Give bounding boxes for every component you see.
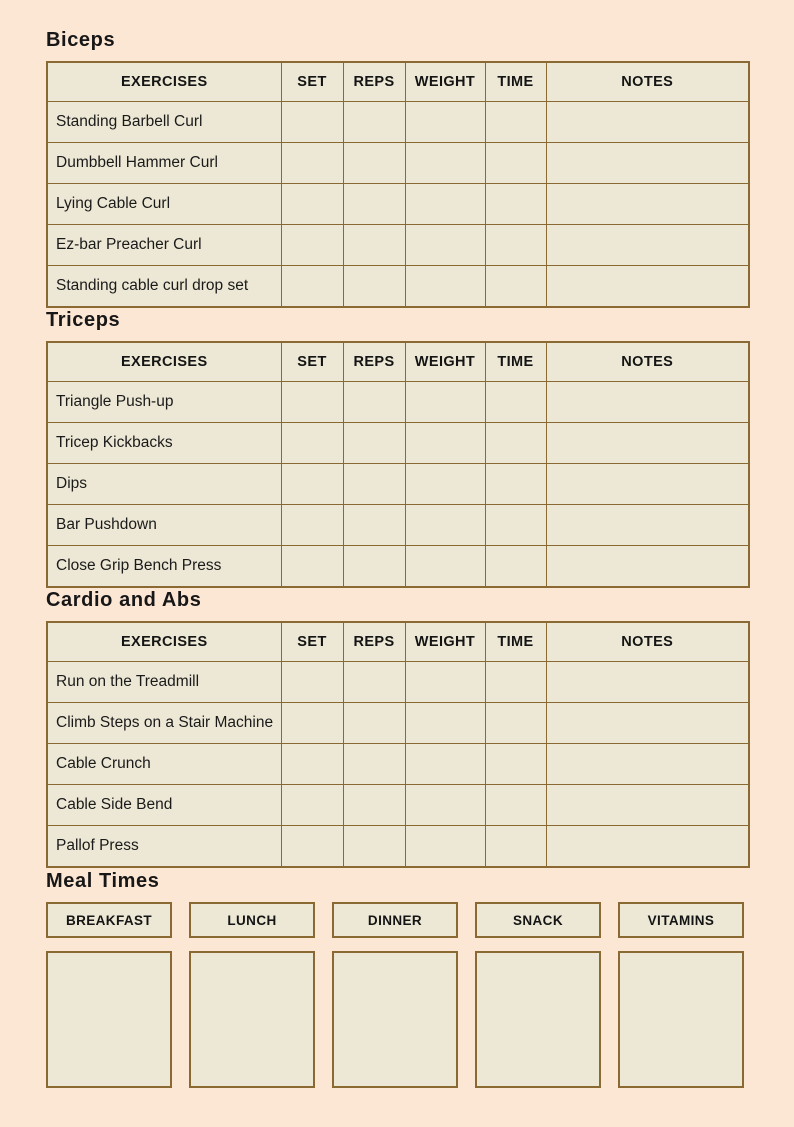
set-input-cell[interactable] xyxy=(281,703,343,744)
column-header-exercises: EXERCISES xyxy=(47,62,281,102)
set-input-cell[interactable] xyxy=(281,505,343,546)
table-row xyxy=(47,662,749,703)
reps-input-cell[interactable] xyxy=(343,423,405,464)
notes-input-cell[interactable] xyxy=(546,382,749,423)
exercise-name: Lying Cable Curl xyxy=(47,184,281,225)
weight-input-cell[interactable] xyxy=(405,505,485,546)
reps-input-cell[interactable] xyxy=(343,102,405,143)
set-input-cell[interactable] xyxy=(281,102,343,143)
column-header-weight: WEIGHT xyxy=(405,62,485,102)
weight-input-cell[interactable] xyxy=(405,184,485,225)
reps-input-cell[interactable] xyxy=(343,143,405,184)
set-input-cell[interactable] xyxy=(281,785,343,826)
set-input-cell[interactable] xyxy=(281,744,343,785)
column-header-weight: WEIGHT xyxy=(405,622,485,662)
reps-input-cell[interactable] xyxy=(343,744,405,785)
table-row xyxy=(47,505,749,546)
notes-input-cell[interactable] xyxy=(546,744,749,785)
set-input-cell[interactable] xyxy=(281,826,343,868)
notes-input-cell[interactable] xyxy=(546,546,749,588)
reps-input-cell[interactable] xyxy=(343,546,405,588)
time-input-cell[interactable] xyxy=(485,744,546,785)
column-header-set: SET xyxy=(281,62,343,102)
set-input-cell[interactable] xyxy=(281,546,343,588)
meal-label-dinner: DINNER xyxy=(332,902,458,938)
meal-column-breakfast xyxy=(46,902,172,1088)
section-heading-biceps: Biceps xyxy=(46,29,116,51)
weight-input-cell[interactable] xyxy=(405,266,485,308)
column-header-reps: REPS xyxy=(343,622,405,662)
exercise-name: Cable Side Bend xyxy=(47,785,281,826)
time-input-cell[interactable] xyxy=(485,703,546,744)
notes-input-cell[interactable] xyxy=(546,143,749,184)
meal-label-lunch: LUNCH xyxy=(189,902,315,938)
notes-input-cell[interactable] xyxy=(546,703,749,744)
meal-column-snack xyxy=(475,902,601,1088)
weight-input-cell[interactable] xyxy=(405,744,485,785)
column-header-time: TIME xyxy=(485,622,546,662)
column-header-weight: WEIGHT xyxy=(405,342,485,382)
notes-input-cell[interactable] xyxy=(546,102,749,143)
time-input-cell[interactable] xyxy=(485,505,546,546)
exercise-name: Dumbbell Hammer Curl xyxy=(47,143,281,184)
weight-input-cell[interactable] xyxy=(405,102,485,143)
meal-entry-box-lunch[interactable] xyxy=(189,951,315,1088)
reps-input-cell[interactable] xyxy=(343,826,405,868)
meal-label-vitamins: VITAMINS xyxy=(618,902,744,938)
time-input-cell[interactable] xyxy=(485,382,546,423)
reps-input-cell[interactable] xyxy=(343,662,405,703)
reps-input-cell[interactable] xyxy=(343,703,405,744)
meal-column-lunch xyxy=(189,902,315,1088)
table-row xyxy=(47,826,749,868)
table-row xyxy=(47,785,749,826)
meal-label-snack: SNACK xyxy=(475,902,601,938)
weight-input-cell[interactable] xyxy=(405,464,485,505)
column-header-reps: REPS xyxy=(343,62,405,102)
table-header-row xyxy=(47,62,749,102)
table-row xyxy=(47,546,749,588)
time-input-cell[interactable] xyxy=(485,826,546,868)
table-header-row xyxy=(47,342,749,382)
exercise-name: Dips xyxy=(47,464,281,505)
notes-input-cell[interactable] xyxy=(546,826,749,868)
exercise-name: Standing Barbell Curl xyxy=(47,102,281,143)
section-biceps xyxy=(46,30,750,308)
section-heading-meal-times: Meal Times xyxy=(46,870,160,892)
notes-input-cell[interactable] xyxy=(546,662,749,703)
table-row xyxy=(47,102,749,143)
column-header-set: SET xyxy=(281,342,343,382)
time-input-cell[interactable] xyxy=(485,266,546,308)
meal-entry-box-snack[interactable] xyxy=(475,951,601,1088)
time-input-cell[interactable] xyxy=(485,225,546,266)
weight-input-cell[interactable] xyxy=(405,826,485,868)
table-wrap-biceps xyxy=(46,61,750,308)
notes-input-cell[interactable] xyxy=(546,423,749,464)
exercise-name: Pallof Press xyxy=(47,826,281,868)
column-header-exercises: EXERCISES xyxy=(47,622,281,662)
weight-input-cell[interactable] xyxy=(405,546,485,588)
exercise-name: Climb Steps on a Stair Machine xyxy=(47,703,281,744)
exercise-name: Bar Pushdown xyxy=(47,505,281,546)
exercise-name: Triangle Push-up xyxy=(47,382,281,423)
reps-input-cell[interactable] xyxy=(343,266,405,308)
table-row xyxy=(47,744,749,785)
set-input-cell[interactable] xyxy=(281,382,343,423)
section-cardio-and-abs xyxy=(46,590,750,868)
column-header-reps: REPS xyxy=(343,342,405,382)
notes-input-cell[interactable] xyxy=(546,184,749,225)
column-header-set: SET xyxy=(281,622,343,662)
set-input-cell[interactable] xyxy=(281,423,343,464)
exercise-table-triceps xyxy=(46,341,750,588)
weight-input-cell[interactable] xyxy=(405,785,485,826)
exercise-name: Close Grip Bench Press xyxy=(47,546,281,588)
exercise-table-biceps xyxy=(46,61,750,308)
meal-entry-box-dinner[interactable] xyxy=(332,951,458,1088)
reps-input-cell[interactable] xyxy=(343,785,405,826)
weight-input-cell[interactable] xyxy=(405,662,485,703)
time-input-cell[interactable] xyxy=(485,184,546,225)
reps-input-cell[interactable] xyxy=(343,464,405,505)
section-meal-times xyxy=(46,871,748,1088)
notes-input-cell[interactable] xyxy=(546,464,749,505)
time-input-cell[interactable] xyxy=(485,546,546,588)
meal-label-breakfast: BREAKFAST xyxy=(46,902,172,938)
exercise-name: Tricep Kickbacks xyxy=(47,423,281,464)
exercise-name: Cable Crunch xyxy=(47,744,281,785)
notes-input-cell[interactable] xyxy=(546,225,749,266)
notes-input-cell[interactable] xyxy=(546,505,749,546)
exercise-name: Standing cable curl drop set xyxy=(47,266,281,308)
weight-input-cell[interactable] xyxy=(405,143,485,184)
table-row xyxy=(47,184,749,225)
time-input-cell[interactable] xyxy=(485,785,546,826)
reps-input-cell[interactable] xyxy=(343,382,405,423)
notes-input-cell[interactable] xyxy=(546,785,749,826)
set-input-cell[interactable] xyxy=(281,143,343,184)
meal-times-row xyxy=(46,902,748,1088)
table-row xyxy=(47,225,749,266)
column-header-notes: NOTES xyxy=(546,342,749,382)
set-input-cell[interactable] xyxy=(281,662,343,703)
table-row xyxy=(47,423,749,464)
reps-input-cell[interactable] xyxy=(343,184,405,225)
table-header-row xyxy=(47,622,749,662)
set-input-cell[interactable] xyxy=(281,184,343,225)
weight-input-cell[interactable] xyxy=(405,703,485,744)
meal-column-vitamins xyxy=(618,902,744,1088)
table-wrap-cardio-and-abs xyxy=(46,621,750,868)
exercise-table-cardio-and-abs xyxy=(46,621,750,868)
column-header-notes: NOTES xyxy=(546,622,749,662)
set-input-cell[interactable] xyxy=(281,464,343,505)
exercise-name: Run on the Treadmill xyxy=(47,662,281,703)
table-row xyxy=(47,143,749,184)
set-input-cell[interactable] xyxy=(281,266,343,308)
time-input-cell[interactable] xyxy=(485,102,546,143)
meal-column-dinner xyxy=(332,902,458,1088)
column-header-exercises: EXERCISES xyxy=(47,342,281,382)
meal-entry-box-vitamins[interactable] xyxy=(618,951,744,1088)
table-row xyxy=(47,703,749,744)
section-heading-cardio-and-abs: Cardio and Abs xyxy=(46,589,202,611)
section-triceps xyxy=(46,310,750,588)
weight-input-cell[interactable] xyxy=(405,423,485,464)
table-row xyxy=(47,382,749,423)
reps-input-cell[interactable] xyxy=(343,505,405,546)
time-input-cell[interactable] xyxy=(485,143,546,184)
section-heading-triceps: Triceps xyxy=(46,309,121,331)
set-input-cell[interactable] xyxy=(281,225,343,266)
reps-input-cell[interactable] xyxy=(343,225,405,266)
exercise-name: Ez-bar Preacher Curl xyxy=(47,225,281,266)
notes-input-cell[interactable] xyxy=(546,266,749,308)
time-input-cell[interactable] xyxy=(485,464,546,505)
table-row xyxy=(47,464,749,505)
column-header-time: TIME xyxy=(485,342,546,382)
time-input-cell[interactable] xyxy=(485,662,546,703)
time-input-cell[interactable] xyxy=(485,423,546,464)
weight-input-cell[interactable] xyxy=(405,225,485,266)
weight-input-cell[interactable] xyxy=(405,382,485,423)
column-header-time: TIME xyxy=(485,62,546,102)
table-row xyxy=(47,266,749,308)
table-wrap-triceps xyxy=(46,341,750,588)
column-header-notes: NOTES xyxy=(546,62,749,102)
meal-entry-box-breakfast[interactable] xyxy=(46,951,172,1088)
